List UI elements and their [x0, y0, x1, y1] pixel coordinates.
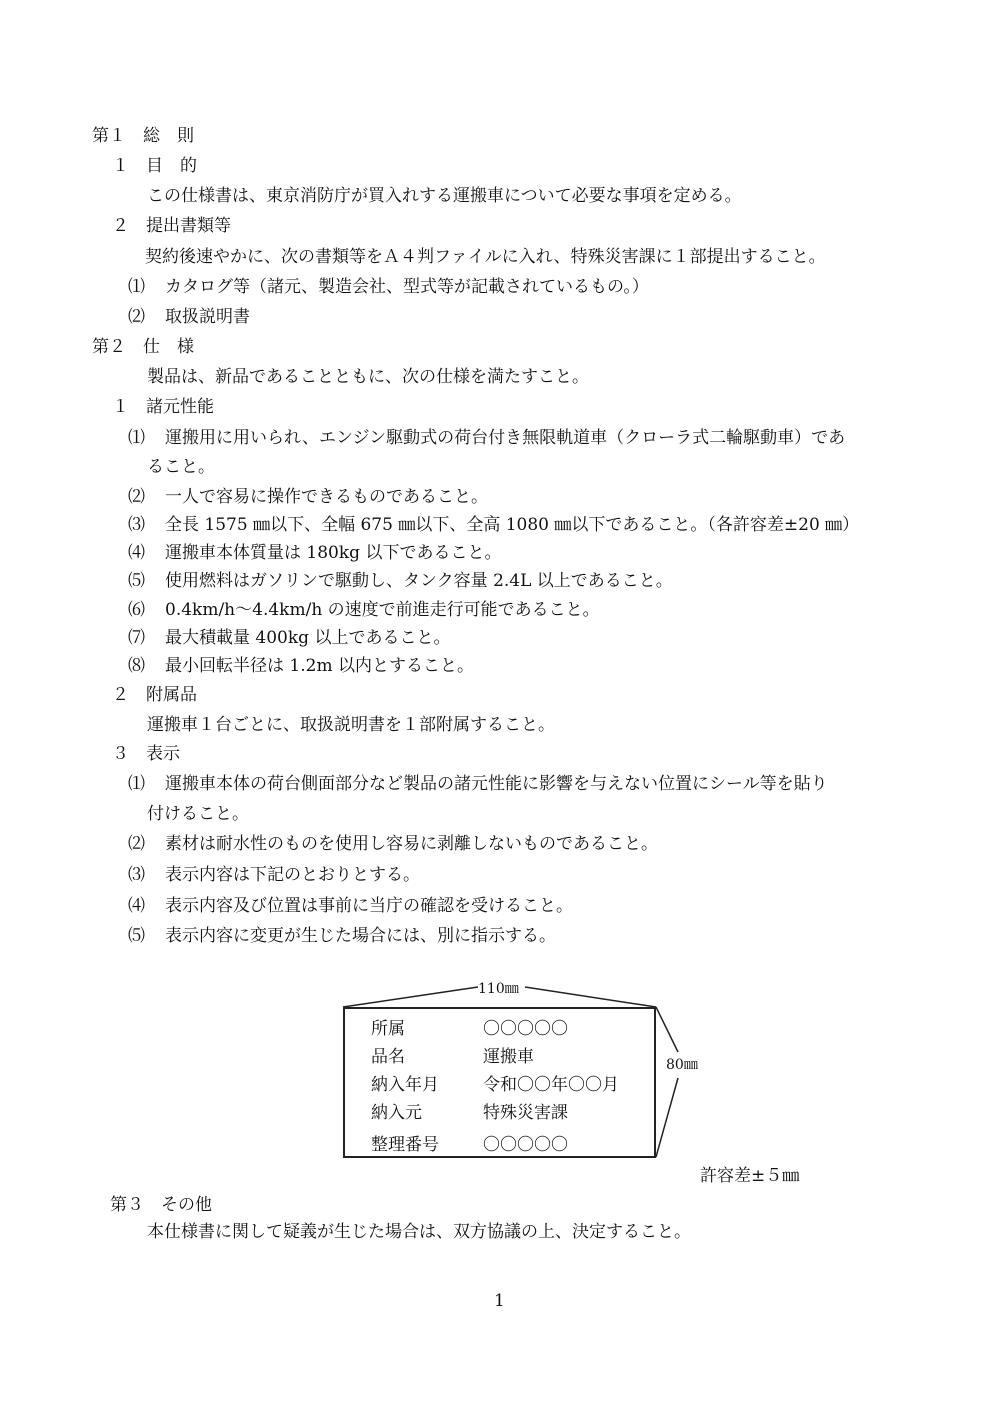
- label-value: 〇〇〇〇〇: [483, 1019, 568, 1039]
- list-item-continuation: 付けること。: [147, 804, 249, 824]
- list-item-text: 使用燃料はガソリンで駆動し、タンク容量 2.4L 以上であること。: [165, 571, 673, 591]
- section-1-1-text: この仕様書は、東京消防庁が買入れする運搬車について必要な事項を定める。: [147, 186, 742, 206]
- label-key: 納入元: [371, 1103, 422, 1123]
- label-key: 品名: [371, 1047, 405, 1067]
- list-item-text: 表示内容及び位置は事前に当庁の確認を受けること。: [165, 896, 573, 916]
- list-item-text: 全長 1575 ㎜以下、全幅 675 ㎜以下、全高 1080 ㎜以下であること。（各許容差±20 ㎜）: [165, 515, 860, 535]
- label-value: 〇〇〇〇〇: [483, 1135, 568, 1155]
- list-item-num: ⑵: [128, 487, 145, 507]
- label-key: 整理番号: [371, 1135, 439, 1155]
- list-item-num: ⑺: [128, 628, 145, 648]
- section-2-heading: 第２ 仕 様: [92, 337, 194, 357]
- list-item-text: 運搬車本体質量は 180kg 以下であること。: [165, 543, 502, 563]
- list-item-text: 表示内容に変更が生じた場合には、別に指示する。: [165, 926, 556, 946]
- label-width-dimension: 110㎜: [478, 981, 519, 997]
- list-item-text: 運搬車本体の荷台側面部分など製品の諸元性能に影響を与えない位置にシール等を貼り: [165, 774, 828, 794]
- section-2-2-text: 運搬車１台ごとに、取扱説明書を１部附属すること。: [147, 715, 555, 735]
- list-item-num: ⑵: [128, 834, 145, 854]
- list-item-text: 運搬用に用いられ、エンジン駆動式の荷台付き無限軌道車（クローラ式二輪駆動車）であ: [165, 428, 846, 448]
- list-item-text: 最小回転半径は 1.2m 以内とすること。: [165, 656, 474, 676]
- section-2-intro: 製品は、新品であることともに、次の仕様を満たすこと。: [147, 367, 589, 387]
- section-1-2-heading: ２ 提出書類等: [112, 216, 231, 236]
- label-sticker: [343, 1007, 656, 1158]
- section-1-2-text: 契約後速やかに、次の書類等をＡ４判ファイルに入れ、特殊災害課に１部提出すること。: [145, 247, 826, 267]
- list-item-num: ⑶: [128, 865, 145, 885]
- list-item-text: 0.4km/h～4.4km/h の速度で前進走行可能であること。: [165, 600, 600, 620]
- list-item-num: ⑴: [128, 774, 145, 794]
- list-item-text: 素材は耐水性のものを使用し容易に剥離しないものであること。: [165, 834, 658, 854]
- section-1-heading: 第１ 総 則: [92, 126, 194, 146]
- list-item-num: ⑶: [128, 515, 145, 535]
- label-value: 特殊災害課: [483, 1103, 568, 1123]
- list-item-num: ⑴: [128, 277, 145, 297]
- label-value: 令和〇〇年〇〇月: [483, 1075, 619, 1095]
- list-item-num: ⑹: [128, 600, 145, 620]
- list-item-text: 最大積載量 400kg 以上であること。: [165, 628, 451, 648]
- label-value: 運搬車: [483, 1047, 534, 1067]
- list-item-num: ⑷: [128, 896, 145, 916]
- section-2-1-heading: １ 諸元性能: [112, 397, 214, 417]
- list-item-num: ⑸: [128, 926, 145, 946]
- label-key: 所属: [371, 1019, 405, 1039]
- list-item-num: ⑸: [128, 571, 145, 591]
- section-2-3-heading: ３ 表示: [112, 744, 180, 764]
- label-key: 納入年月: [371, 1075, 439, 1095]
- section-3-heading: 第３ その他: [110, 1195, 212, 1215]
- list-item-text: 取扱説明書: [165, 307, 250, 327]
- list-item-continuation: ること。: [147, 457, 215, 477]
- list-item-text: 表示内容は下記のとおりとする。: [165, 865, 420, 885]
- list-item-text: 一人で容易に操作できるものであること。: [165, 487, 488, 507]
- list-item-num: ⑴: [128, 428, 145, 448]
- page-number: 1: [494, 1291, 505, 1311]
- section-1-1-heading: １ 目 的: [112, 156, 197, 176]
- list-item-num: ⑻: [128, 656, 145, 676]
- list-item-num: ⑷: [128, 543, 145, 563]
- label-tolerance: 許容差±５㎜: [700, 1166, 800, 1186]
- list-item-text: カタログ等（諸元、製造会社、型式等が記載されているもの。）: [165, 277, 649, 297]
- section-2-2-heading: ２ 附属品: [112, 685, 197, 705]
- section-3-text: 本仕様書に関して疑義が生じた場合は、双方協議の上、決定すること。: [147, 1222, 691, 1242]
- label-height-dimension: 80㎜: [666, 1057, 698, 1073]
- list-item-num: ⑵: [128, 307, 145, 327]
